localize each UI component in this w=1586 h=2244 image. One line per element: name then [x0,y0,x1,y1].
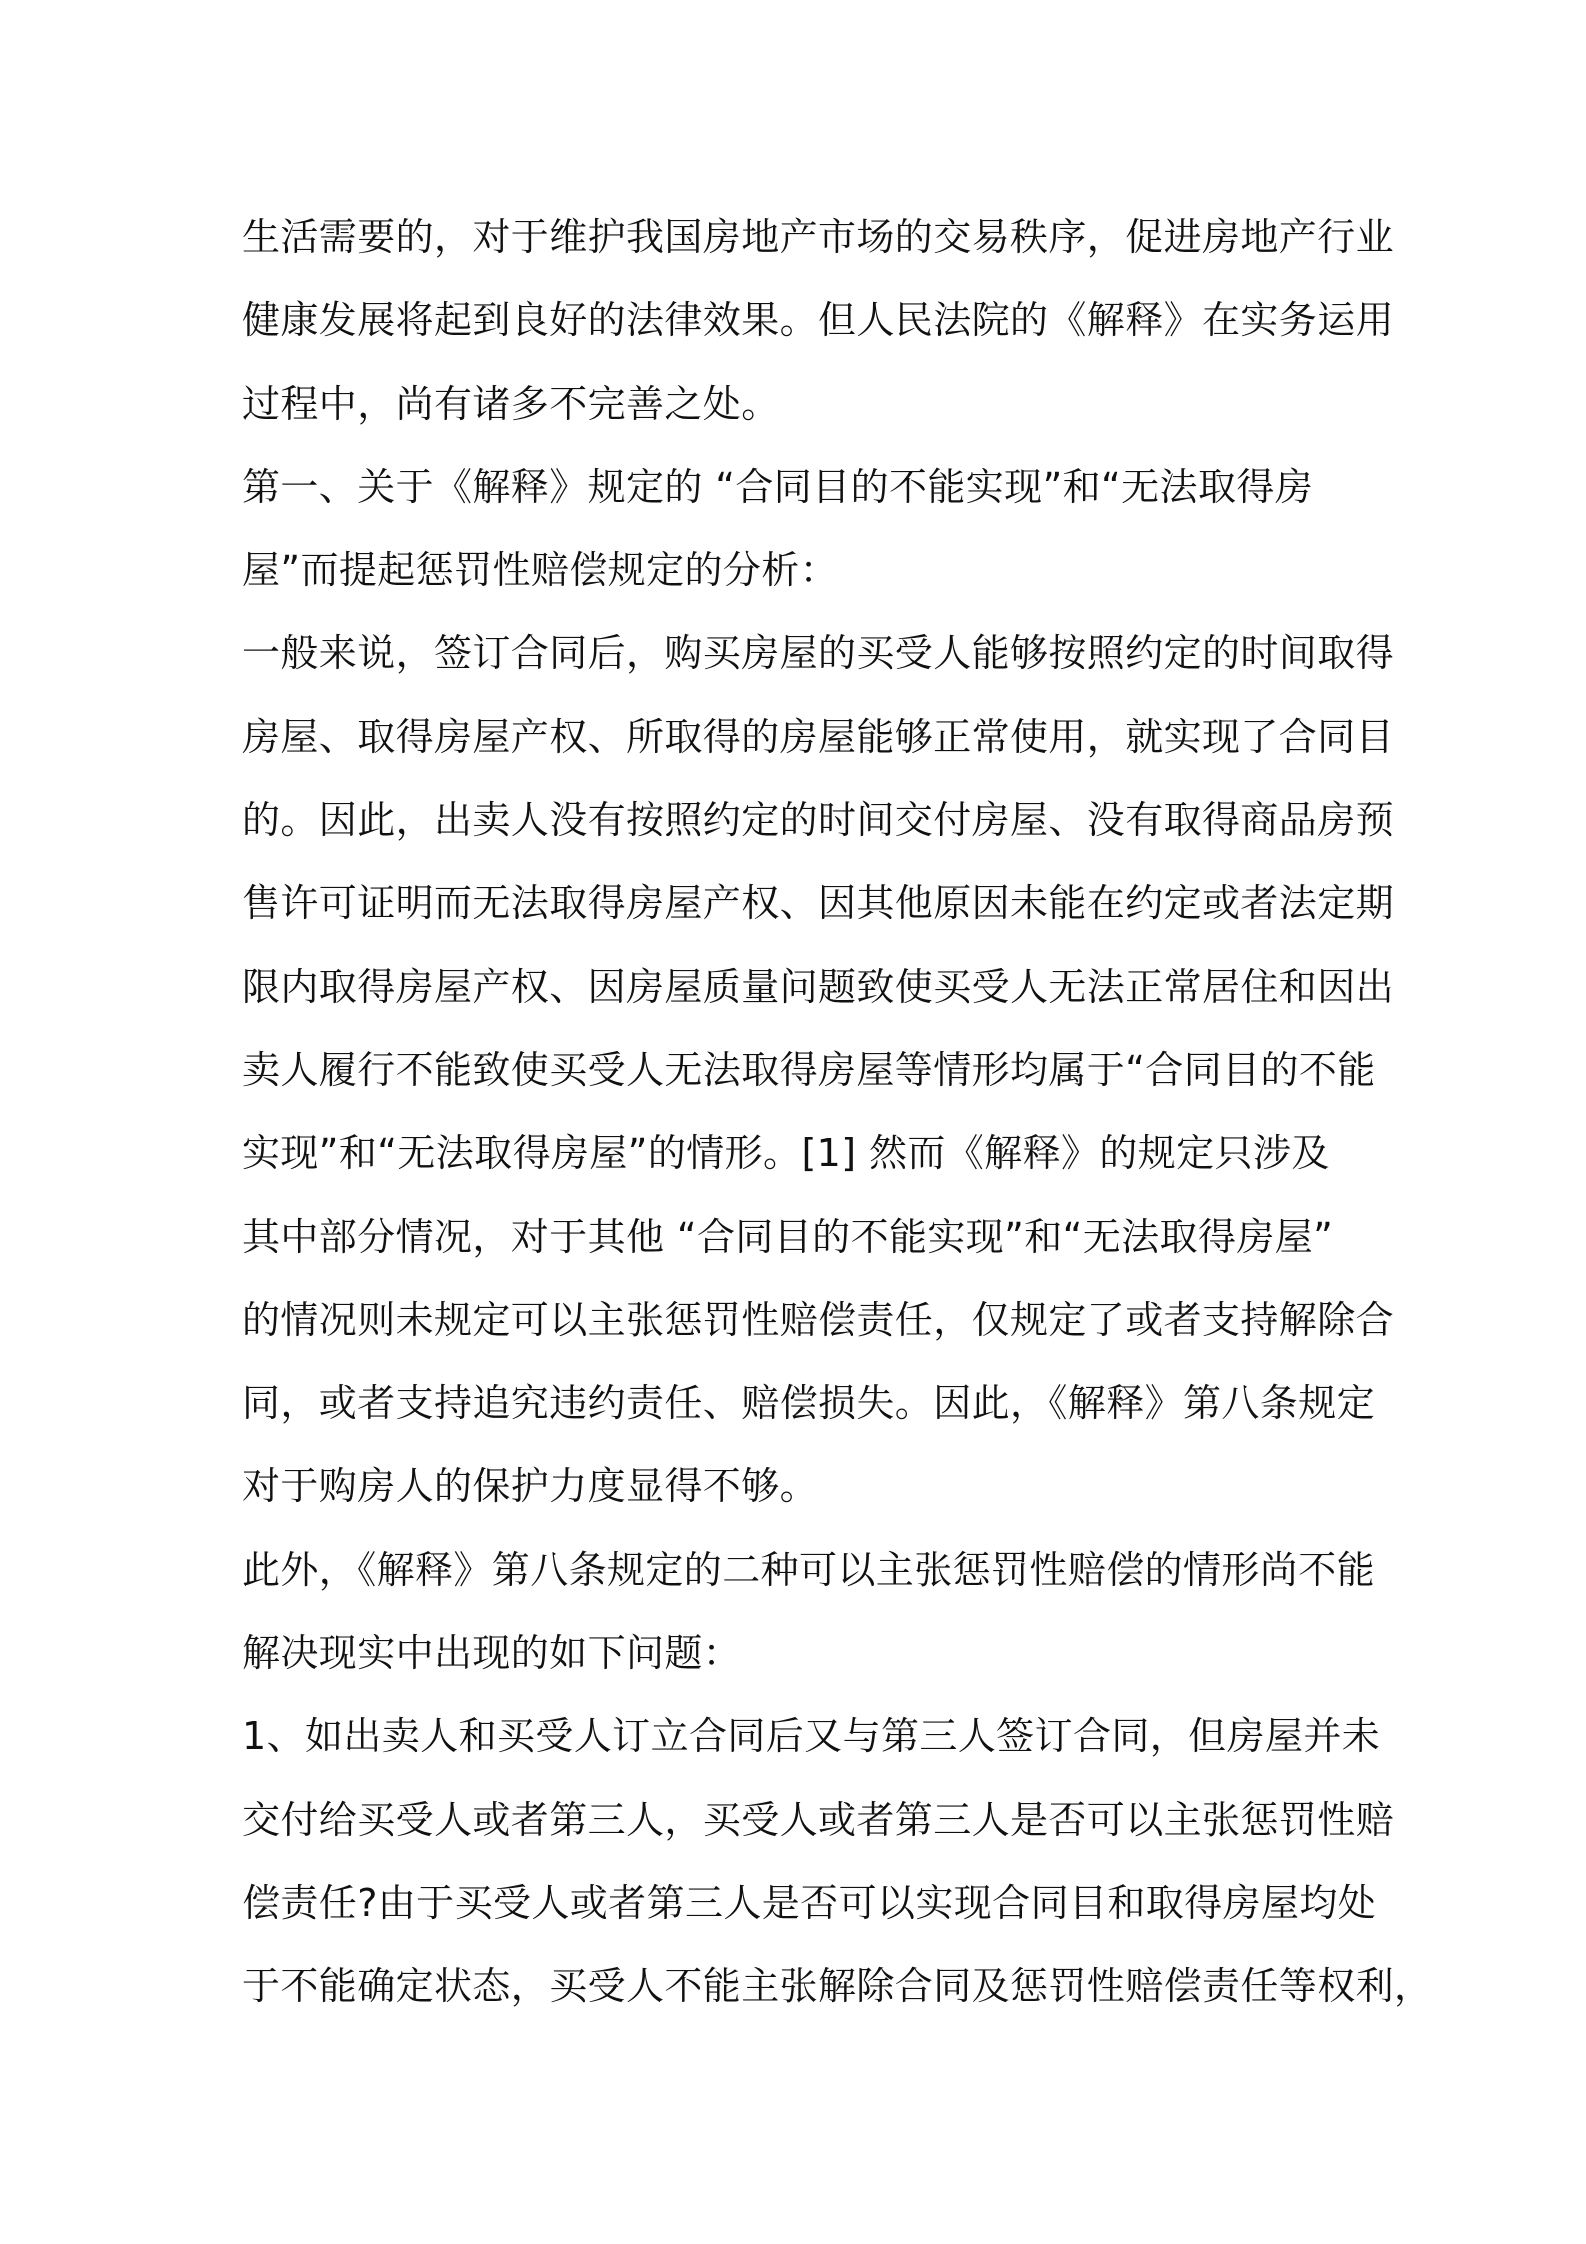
text-line: 生活需要的，对于维护我国房地产市场的交易秩序，促进房地产行业 [242,215,1395,259]
text-line: 实现”和“无法取得房屋”的情形。[1] 然而《解释》的规定只涉及 [242,1131,1330,1176]
text-line: 此外，《解释》第八条规定的二种可以主张惩罚性赔偿的情形尚不能 [242,1547,1376,1592]
list-item-line: 于不能确定状态，买受人不能主张解除合同及惩罚性赔偿责任等权利， [242,1964,1433,2009]
text-line: 卖人履行不能致使买受人无法取得房屋等情形均属于“合同目的不能 [242,1047,1376,1092]
text-line: 同，或者支持追究违约责任、赔偿损失。因此，《解释》第八条规定 [242,1381,1376,1426]
list-item-line: 偿责任?由于买受人或者第三人是否可以实现合同目和取得房屋均处 [242,1880,1377,1925]
document-body [242,196,1433,2029]
list-item-line: 交付给买受人或者第三人，买受人或者第三人是否可以主张惩罚性赔 [242,1797,1395,1842]
text-line: 的。因此，出卖人没有按照约定的时间交付房屋、没有取得商品房预 [242,798,1395,843]
text-line: 售许可证明而无法取得房屋产权、因其他原因未能在约定或者法定期 [242,881,1395,926]
text-line: 房屋、取得房屋产权、所取得的房屋能够正常使用，就实现了合同目 [242,714,1395,759]
text-line: 限内取得房屋产权、因房屋质量问题致使买受人无法正常居住和因出 [242,964,1395,1009]
text-line: 的情况则未规定可以主张惩罚性赔偿责任，仅规定了或者支持解除合 [242,1297,1395,1342]
text-line: 一般来说，签订合同后，购买房屋的买受人能够按照约定的时间取得 [242,631,1395,676]
text-line: 对于购房人的保护力度显得不够。 [242,1464,819,1509]
section-heading-line: 屋”而提起惩罚性赔偿规定的分析： [242,548,839,593]
text-line: 健康发展将起到良好的法律效果。但人民法院的《解释》在实务运用 [242,298,1395,343]
section-heading-line: 第一、关于《解释》规定的 “合同目的不能实现”和“无法取得房 [242,464,1314,509]
list-item-line: 1、如出卖人和买受人订立合同后又与第三人签订合同，但房屋并未 [242,1714,1381,1759]
text-line: 其中部分情况，对于其他 “合同目的不能实现”和“无法取得房屋” [242,1214,1334,1259]
text-line: 过程中，尚有诸多不完善之处。 [242,381,780,426]
text-line: 解决现实中出现的如下问题： [242,1631,742,1676]
